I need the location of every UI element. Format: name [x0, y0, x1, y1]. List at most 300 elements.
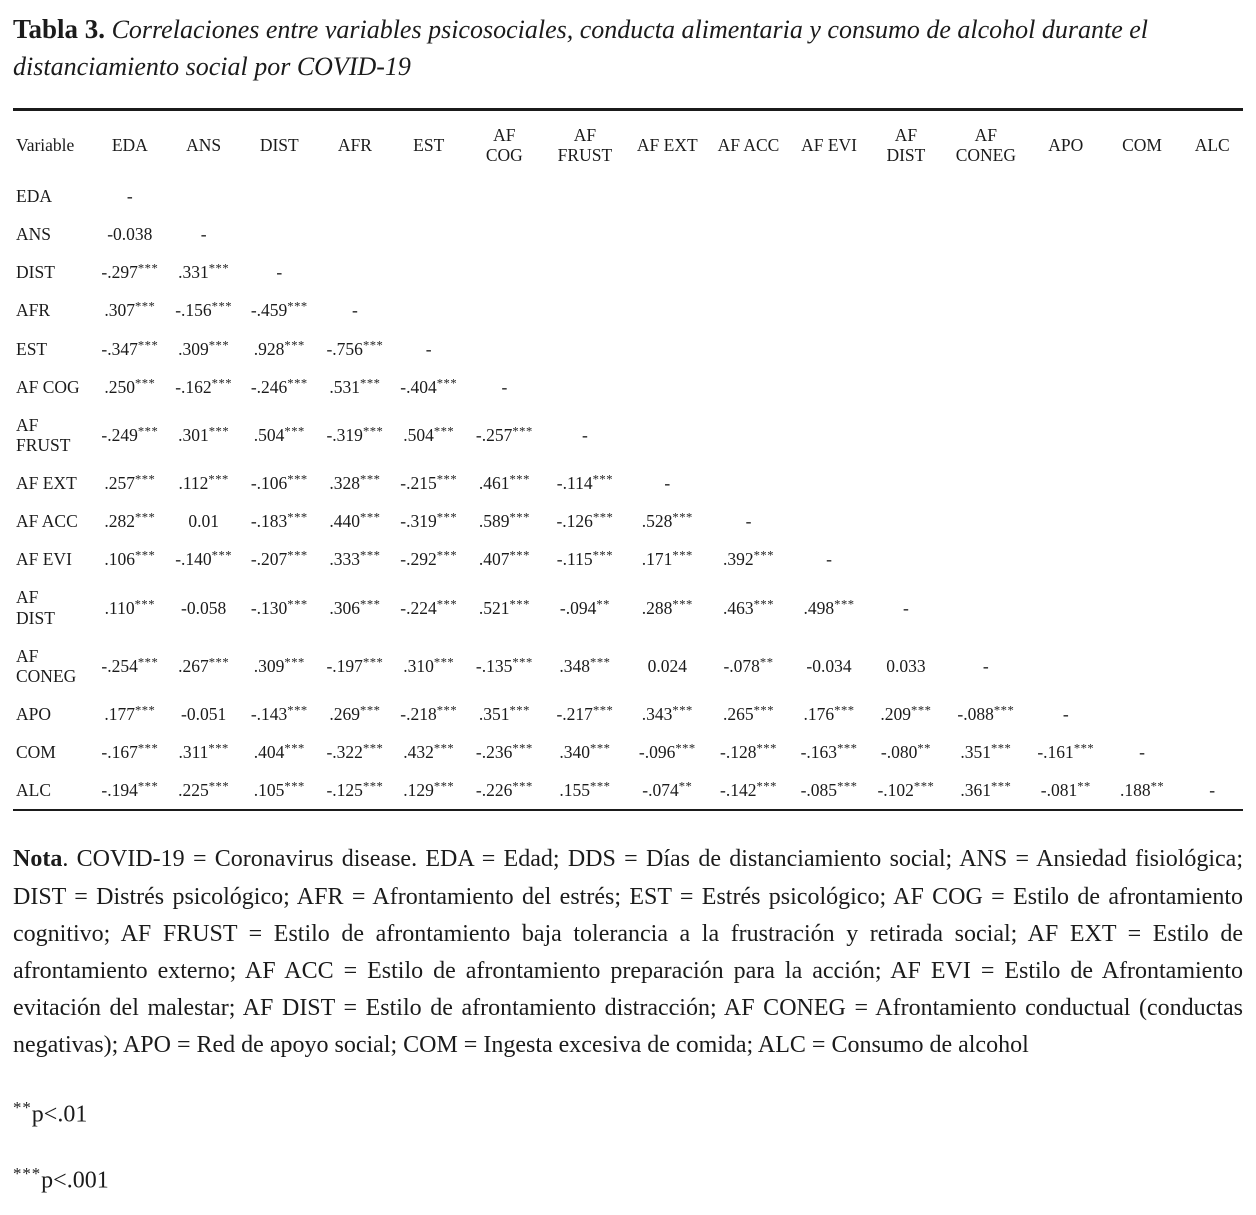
value-cell [1181, 502, 1243, 540]
value-cell [869, 253, 943, 291]
correlation-table [13, 108, 1243, 812]
row-label: ANS [16, 224, 52, 245]
column-header-dist: DIST [259, 134, 299, 155]
value-cell: -.081** [1040, 779, 1091, 801]
value-cell: .340*** [559, 741, 611, 763]
column-header-afr: AFR [337, 134, 372, 155]
value-cell [392, 253, 466, 291]
value-cell: .521*** [478, 596, 530, 618]
value-cell [466, 253, 543, 291]
significance-stars: ** [917, 741, 931, 756]
value-cell: -.088*** [957, 703, 1015, 724]
value-cell: .105*** [253, 779, 305, 801]
column-header-af-dist: AF DIST [886, 124, 926, 165]
significance-stars: *** [590, 741, 611, 756]
value-cell [318, 253, 392, 291]
value-cell [943, 406, 1029, 464]
column-header-eda: EDA [111, 134, 148, 155]
value-cell: -.236*** [475, 741, 533, 763]
significance-stars: *** [211, 299, 233, 314]
value-cell: .589*** [478, 510, 530, 532]
value-cell [1029, 368, 1103, 406]
column-header-af-frust: AF FRUST [557, 124, 613, 165]
significance-stars: *** [287, 548, 308, 563]
value-cell [708, 406, 789, 464]
table-header [13, 109, 1243, 177]
value-cell [1103, 540, 1182, 578]
value-cell [466, 330, 543, 368]
value-cell [627, 368, 708, 406]
significance-stars: *** [360, 472, 381, 487]
value-cell [1029, 578, 1103, 636]
value-cell [1103, 464, 1182, 502]
value-cell [1029, 406, 1103, 464]
significance-stars: *** [753, 703, 774, 718]
significance-stars: *** [134, 510, 156, 525]
significance-stars: *** [837, 741, 858, 756]
value-cell: - [1062, 703, 1069, 724]
value-cell [1181, 291, 1243, 329]
value-cell: -.143*** [250, 703, 308, 724]
value-cell [943, 368, 1029, 406]
row-label: APO [16, 703, 52, 724]
table-row-af-coneg [13, 637, 1243, 695]
value-cell: -.224*** [400, 596, 458, 618]
significance-p01-text: p<.01 [31, 1101, 88, 1128]
value-cell [708, 177, 789, 215]
value-cell [543, 177, 627, 215]
significance-stars: *** [287, 376, 308, 391]
value-cell [1029, 502, 1103, 540]
table-row-eda [13, 177, 1243, 215]
column-header-apo: APO [1048, 134, 1084, 155]
significance-stars: *** [436, 472, 458, 487]
value-cell: - [664, 473, 671, 494]
significance-stars: *** [433, 741, 455, 756]
significance-stars: *** [509, 510, 530, 525]
column-header-af-cog: AF COG [485, 124, 523, 165]
table-row-est [13, 330, 1243, 368]
value-cell: -.404*** [400, 376, 458, 397]
significance-stars: *** [137, 741, 159, 756]
value-cell: -.096*** [638, 741, 696, 763]
significance-stars: *** [433, 655, 455, 670]
row-label: AF FRUST [16, 414, 71, 455]
significance-stars: *** [512, 741, 533, 756]
table-title-text: Correlaciones entre variables psicosociales, conducta alimentaria y consumo de alcohol durante el distanciamiento social por COVID-19 [13, 15, 1149, 81]
value-cell: -.156*** [175, 299, 233, 321]
significance-stars: *** [134, 472, 156, 487]
value-cell [627, 177, 708, 215]
value-cell: .351*** [478, 703, 530, 724]
value-cell [1029, 291, 1103, 329]
value-cell: -.142*** [720, 779, 777, 801]
table-row-af-dist [13, 578, 1243, 636]
value-cell [943, 502, 1029, 540]
significance-stars: *** [284, 337, 305, 352]
row-label: DIST [16, 262, 55, 283]
value-cell: .310*** [403, 655, 455, 676]
value-cell: 0.033 [886, 655, 926, 676]
value-cell [1181, 733, 1243, 771]
significance-stars: *** [287, 299, 308, 314]
value-cell: -.163*** [800, 741, 858, 763]
table-row-alc [13, 771, 1243, 810]
column-header-af-ext: AF EXT [636, 134, 698, 155]
value-cell: -.078** [723, 655, 774, 676]
value-cell: .112*** [178, 472, 229, 494]
value-cell: -.140*** [175, 548, 233, 570]
significance-stars: *** [362, 424, 384, 439]
value-cell [627, 291, 708, 329]
significance-stars: *** [433, 424, 455, 439]
column-header-ans: ANS [186, 134, 222, 155]
value-cell [1181, 253, 1243, 291]
value-cell: -.115*** [556, 548, 613, 570]
row-label: ALC [16, 780, 51, 801]
value-cell: -.183*** [250, 510, 308, 532]
value-cell: .267*** [178, 655, 230, 676]
value-cell: .328*** [329, 472, 381, 494]
value-cell [1103, 291, 1182, 329]
value-cell [318, 177, 392, 215]
value-cell [708, 253, 789, 291]
value-cell [869, 291, 943, 329]
column-header-com: COM [1122, 134, 1162, 155]
significance-stars: *** [362, 337, 384, 352]
table-body [13, 177, 1243, 810]
value-cell: .440*** [329, 510, 381, 532]
significance-stars: *** [360, 703, 381, 718]
table-row-af-cog [13, 368, 1243, 406]
significance-stars: *** [287, 510, 308, 525]
value-cell [167, 177, 241, 215]
significance-stars: *** [592, 548, 613, 563]
value-cell: -.085*** [800, 779, 858, 801]
value-cell [627, 253, 708, 291]
value-cell [708, 368, 789, 406]
significance-stars: *** [753, 548, 774, 563]
significance-stars: *** [509, 548, 530, 563]
significance-stars: *** [208, 261, 230, 276]
significance-stars: *** [287, 472, 308, 487]
value-cell [943, 215, 1029, 253]
value-cell: - [276, 262, 283, 283]
value-cell [1103, 578, 1182, 636]
value-cell: -.130*** [250, 596, 308, 618]
value-cell [1103, 253, 1182, 291]
value-cell: .432*** [403, 741, 455, 763]
value-cell: .309*** [178, 337, 230, 359]
value-cell [789, 330, 869, 368]
value-cell: .461*** [478, 472, 530, 494]
value-cell: -.161*** [1037, 741, 1095, 763]
value-cell: .288*** [641, 596, 693, 618]
value-cell [708, 464, 789, 502]
value-cell: -.347*** [101, 337, 159, 359]
value-cell: - [745, 511, 752, 532]
value-cell: -.167*** [101, 741, 159, 763]
significance-stars: *** [134, 703, 156, 718]
significance-stars: *** [287, 596, 308, 611]
value-cell: - [425, 338, 432, 359]
significance-stars: *** [590, 779, 611, 794]
significance-stars: *** [360, 376, 381, 391]
value-cell: - [982, 655, 989, 676]
significance-stars: *** [208, 655, 230, 670]
value-cell [1029, 540, 1103, 578]
significance-stars: *** [284, 424, 305, 439]
value-cell: -.319*** [326, 424, 384, 445]
value-cell [241, 177, 318, 215]
value-cell [1181, 464, 1243, 502]
value-cell: -.292*** [400, 548, 458, 570]
table-note [13, 841, 1243, 1064]
column-header-est: EST [413, 134, 445, 155]
significance-stars: *** [592, 510, 614, 525]
table-title [13, 10, 1243, 86]
value-cell: .498*** [803, 596, 855, 618]
significance-p001-text: p<.001 [41, 1167, 109, 1194]
significance-stars: *** [834, 596, 855, 611]
value-cell: -.756*** [326, 337, 384, 359]
significance-stars: *** [672, 510, 693, 525]
value-cell: .348*** [559, 655, 611, 676]
value-cell [392, 291, 466, 329]
significance-stars: *** [362, 655, 384, 670]
value-cell: -.094** [559, 596, 610, 618]
table-title-label: Tabla 3. [13, 14, 106, 44]
significance-stars: *** [134, 299, 156, 314]
significance-stars: *** [436, 596, 458, 611]
significance-stars: *** [208, 779, 230, 794]
value-cell [543, 215, 627, 253]
significance-stars: ** [596, 596, 610, 611]
significance-stars: *** [756, 741, 777, 756]
value-cell: - [126, 186, 133, 207]
value-cell: .177*** [104, 703, 156, 724]
significance-stars: *** [134, 548, 156, 563]
value-cell: .504*** [403, 424, 455, 445]
significance-stars: *** [512, 779, 533, 794]
value-cell [1103, 368, 1182, 406]
value-cell: .176*** [803, 703, 855, 724]
table-row-afr [13, 291, 1243, 329]
value-cell [789, 502, 869, 540]
significance-stars: *** [362, 779, 384, 794]
value-cell: 0.024 [647, 655, 687, 676]
value-cell: -0.034 [806, 655, 852, 676]
row-label: AF ACC [16, 511, 78, 532]
value-cell: -0.038 [107, 224, 153, 245]
significance-stars: *** [1073, 741, 1095, 756]
significance-stars: ** [759, 655, 774, 670]
value-cell: -.074** [642, 779, 693, 801]
column-header-variable: Variable [16, 134, 75, 155]
significance-stars: *** [672, 596, 693, 611]
significance-p001-stars: *** [13, 1163, 42, 1183]
value-cell: .106*** [104, 548, 156, 570]
value-cell: -.135*** [475, 655, 533, 676]
value-cell [943, 330, 1029, 368]
value-cell [869, 330, 943, 368]
value-cell [869, 368, 943, 406]
value-cell [543, 368, 627, 406]
significance-stars: *** [433, 779, 455, 794]
table-row-af-frust [13, 406, 1243, 464]
value-cell [1181, 540, 1243, 578]
value-cell [943, 464, 1029, 502]
value-cell: -.102*** [877, 779, 935, 801]
value-cell: - [501, 376, 508, 397]
significance-stars: ** [678, 779, 693, 794]
table-row-apo [13, 695, 1243, 733]
value-cell: -.246*** [250, 376, 308, 397]
value-cell [943, 253, 1029, 291]
value-cell [1103, 330, 1182, 368]
significance-stars: ** [1077, 779, 1091, 794]
value-cell [789, 368, 869, 406]
significance-stars: *** [509, 703, 530, 718]
value-cell [1181, 177, 1243, 215]
value-cell [543, 330, 627, 368]
value-cell [466, 215, 543, 253]
significance-stars: *** [436, 548, 458, 563]
table-note-label: Nota [13, 846, 63, 873]
row-label: EST [16, 338, 48, 359]
value-cell [869, 215, 943, 253]
value-cell: .309*** [253, 655, 305, 676]
row-label: AF EXT [16, 473, 77, 494]
value-cell: .928*** [253, 337, 305, 359]
value-cell [1029, 330, 1103, 368]
value-cell: .306*** [329, 596, 381, 618]
value-cell: -.080** [880, 741, 931, 763]
significance-stars: *** [208, 472, 229, 487]
value-cell: .351*** [960, 741, 1012, 763]
value-cell [627, 406, 708, 464]
value-cell: -0.051 [181, 703, 227, 724]
significance-stars: *** [672, 703, 693, 718]
value-cell: .269*** [329, 703, 381, 724]
value-cell: - [581, 424, 588, 445]
table-note-text: . COVID-19 = Coronavirus disease. EDA = Edad; DDS = Días de distanciamiento social; ANS = Ansiedad fisiológica; DIST = Distrés psicológico; AFR = Afrontamiento del estrés; EST = Estrés psicológico; AF COG = Estilo de afrontamiento cognitivo; AF FRUST = Estilo de afrontamiento baja tolerancia a la frustración y retirada social; AF EXT = Estilo de afrontamiento externo; AF ACC = Estilo de afrontamiento preparación para la acción; AF EVI = Estilo de Afrontamiento evitación del malestar; AF DIST = Estilo de afrontamiento distracción; AF CONEG = Afrontamiento conductual (conductas negativas); APO = Red de apoyo social; COM = Ingesta excesiva de comida; ALC = Consumo de alcohol [13, 846, 1243, 1059]
value-cell: -.126*** [556, 510, 614, 532]
header-row [13, 109, 1243, 177]
row-label: AF DIST [16, 587, 55, 628]
value-cell [708, 330, 789, 368]
value-cell: .404*** [253, 741, 305, 763]
value-cell [392, 177, 466, 215]
value-cell [1181, 578, 1243, 636]
significance-stars: *** [208, 741, 229, 756]
value-cell: .407*** [478, 548, 530, 570]
table-row-af-ext [13, 464, 1243, 502]
value-cell [627, 330, 708, 368]
value-cell: .188** [1119, 779, 1165, 801]
value-cell [1103, 637, 1182, 695]
value-cell [869, 464, 943, 502]
value-cell [869, 406, 943, 464]
value-cell [943, 578, 1029, 636]
value-cell [1181, 330, 1243, 368]
significance-stars: *** [284, 741, 305, 756]
value-cell: .392*** [722, 548, 774, 570]
significance-stars: *** [592, 472, 613, 487]
row-label: AFR [16, 300, 51, 321]
value-cell: -.125*** [326, 779, 384, 801]
value-cell [466, 177, 543, 215]
significance-stars: ** [1150, 779, 1165, 794]
value-cell [1103, 406, 1182, 464]
value-cell [1181, 695, 1243, 733]
value-cell: - [1139, 742, 1145, 763]
significance-stars: *** [913, 779, 935, 794]
row-label: AF COG [16, 376, 80, 397]
significance-stars: *** [284, 655, 305, 670]
significance-stars: *** [993, 703, 1015, 718]
column-header-af-coneg: AF CONEG [955, 124, 1016, 165]
value-cell: .361*** [960, 779, 1012, 801]
value-cell: - [1209, 780, 1216, 801]
value-cell [789, 253, 869, 291]
significance-stars: *** [512, 655, 533, 670]
significance-stars: *** [134, 376, 156, 391]
significance-stars: *** [360, 548, 381, 563]
value-cell: .265*** [722, 703, 774, 724]
value-cell: -.194*** [101, 779, 159, 801]
value-cell: -.257*** [475, 424, 533, 445]
significance-stars: *** [436, 376, 458, 391]
table-row-dist [13, 253, 1243, 291]
value-cell: - [902, 597, 909, 618]
value-cell [318, 215, 392, 253]
value-cell [1029, 215, 1103, 253]
value-cell: .307*** [104, 299, 156, 321]
value-cell [869, 177, 943, 215]
significance-stars: *** [360, 596, 381, 611]
significance-stars: *** [592, 703, 614, 718]
significance-stars: *** [911, 703, 932, 718]
value-cell: -.217*** [556, 703, 614, 724]
value-cell [1103, 215, 1182, 253]
value-cell [789, 177, 869, 215]
value-cell [1029, 177, 1103, 215]
significance-stars: *** [509, 596, 530, 611]
value-cell: -0.058 [181, 597, 227, 618]
row-label: AF CONEG [16, 645, 77, 686]
value-cell [869, 502, 943, 540]
significance-stars: *** [990, 779, 1012, 794]
value-cell [943, 540, 1029, 578]
value-cell: .311*** [178, 741, 229, 763]
value-cell: .129*** [403, 779, 455, 801]
value-cell: .209*** [880, 703, 932, 724]
significance-stars: *** [134, 596, 156, 611]
value-cell [1181, 406, 1243, 464]
value-cell: .171*** [641, 548, 693, 570]
significance-stars: *** [137, 424, 159, 439]
value-cell: - [826, 549, 832, 570]
value-cell: .504*** [253, 424, 305, 445]
significance-stars: *** [837, 779, 858, 794]
table-row-ans [13, 215, 1243, 253]
value-cell: -.114*** [556, 472, 613, 494]
value-cell: .110*** [104, 596, 156, 618]
column-header-af-evi: AF EVI [801, 134, 857, 155]
value-cell: .331*** [178, 261, 230, 283]
value-cell [466, 291, 543, 329]
